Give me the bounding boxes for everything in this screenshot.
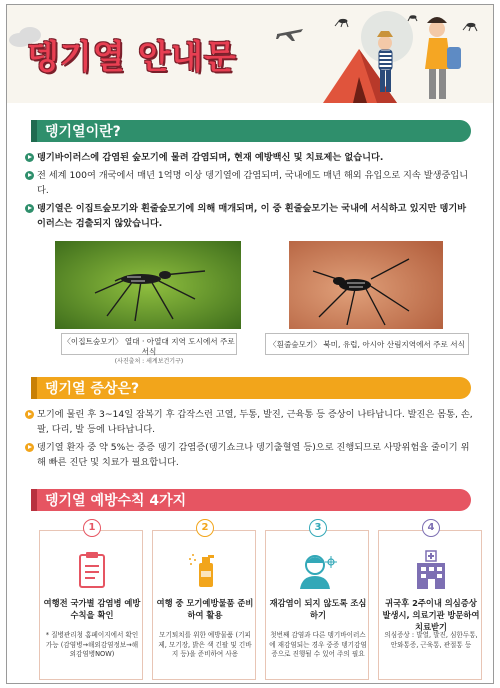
page-title: 뎅기열 안내문	[27, 37, 237, 76]
section-accent	[31, 377, 37, 399]
arrow-bullet-icon	[25, 171, 34, 180]
header-banner	[7, 5, 493, 103]
bullet-text: 뎅기열 환자 중 약 5%는 중증 뎅기 감염증(뎅기쇼크나 뎅기출혈열 등)으로 진행되므로 사망위험을 줄이기 위해 빠른 진단 및 치료가 필요합니다.	[37, 442, 470, 468]
card-heading: 재감염이 되지 않도록 조심하기	[269, 598, 367, 620]
aedes-aegypti-photo	[55, 241, 241, 329]
list-item	[25, 168, 475, 198]
section-prevention-header	[31, 489, 471, 511]
section-prevention-title: 뎅기열 예방수칙 4가지	[45, 493, 187, 509]
card-heading: 여행전 국가별 감염병 예방수칙을 확인	[43, 598, 141, 620]
travelers-illustration	[319, 7, 491, 103]
photo-caption-text: 〈흰줄숲모기〉 북미, 유럽, 아시아 산림지역에서 주로 서식	[269, 340, 465, 349]
symptoms-bullet-list	[25, 407, 475, 473]
bullet-text: 뎅기바이러스에 감염된 숲모기에 물려 감염되며, 현재 예방백신 및 치료제는 없습니다.	[37, 152, 384, 163]
card-body-text: * 질병관리청 홈페이지에서 확인 가능 (감염병→해외감염정보→해외감염병NOW)	[45, 631, 139, 658]
section-what-header	[31, 120, 471, 142]
arrow-bullet-icon	[25, 153, 34, 162]
card-number-badge: 3	[309, 519, 327, 537]
prevention-card-4	[378, 530, 482, 680]
person-virus-icon	[298, 549, 338, 591]
aedes-albopictus-photo	[289, 241, 443, 329]
card-heading: 귀국후 2주이내 의심증상 발생시, 의료기관 방문하여 치료받기	[382, 598, 480, 632]
list-item	[25, 407, 475, 437]
list-item	[25, 150, 475, 165]
hospital-icon	[411, 549, 451, 591]
card-number-badge: 4	[422, 519, 440, 537]
list-item	[25, 201, 475, 231]
what-bullet-list	[25, 150, 475, 234]
bullet-text: 모기에 물린 후 3~14일 잠복기 후 갑작스런 고열, 두통, 발진, 근육통 등 증상이 나타납니다. 발진은 몸통, 손, 팔, 다리, 발 등에 나타납니다.	[37, 409, 473, 435]
notice-page	[6, 4, 494, 684]
aedes-aegypti-caption	[61, 333, 237, 365]
card-number-badge: 2	[196, 519, 214, 537]
airplane-icon	[275, 23, 305, 43]
card-heading: 여행 중 모기예방물품 준비하여 활용	[156, 598, 254, 620]
bullet-text: 뎅기열은 이집트숲모기와 흰줄숲모기에 의해 매개되며, 이 중 흰줄숲모기는 국내에 서식하고 있지만 뎅기바이러스는 검출되지 않았습니다.	[37, 203, 467, 229]
card-body-text: 모기퇴치를 위한 예방물품 (기피제, 모기장, 밝은 색 긴팔 및 긴바지 등)을 준비하여 사용	[158, 631, 252, 658]
repellent-spray-icon	[185, 549, 225, 591]
section-symptoms-header	[31, 377, 471, 399]
card-number-badge: 1	[83, 519, 101, 537]
prevention-card-1	[39, 530, 143, 680]
bullet-text: 전 세계 100여 개국에서 매년 1억명 이상 뎅기열에 감염되며, 국내에도 매년 해외 유입으로 지속 발생중입니다.	[37, 170, 469, 196]
aedes-albopictus-caption	[265, 333, 469, 355]
section-symptoms-title: 뎅기열 증상은?	[45, 381, 140, 397]
arrow-bullet-icon	[25, 410, 34, 419]
arrow-bullet-icon	[25, 443, 34, 452]
photo-caption-text: 〈이집트숲모기〉 열대 · 아열대 지역 도시에서 주로 서식	[63, 337, 235, 356]
section-accent	[31, 120, 37, 142]
clipboard-checklist-icon	[72, 549, 112, 591]
section-what-title: 뎅기열이란?	[45, 124, 121, 140]
prevention-card-3	[265, 530, 369, 680]
card-body-text: 의심증상 : 발열, 발진, 심한두통, 안와통증, 근육통, 관절통 등	[384, 631, 478, 649]
list-item	[25, 440, 475, 470]
photo-source-text: (사진출처 : 세계보건기구)	[114, 358, 184, 365]
arrow-bullet-icon	[25, 204, 34, 213]
card-body-text: 첫번째 감염과 다른 뎅기바이러스에 재감염되는 경우 중증 뎅기감염증으로 진행될 수 있어 주의 필요	[269, 631, 367, 658]
prevention-card-2	[152, 530, 256, 680]
section-accent	[31, 489, 37, 511]
